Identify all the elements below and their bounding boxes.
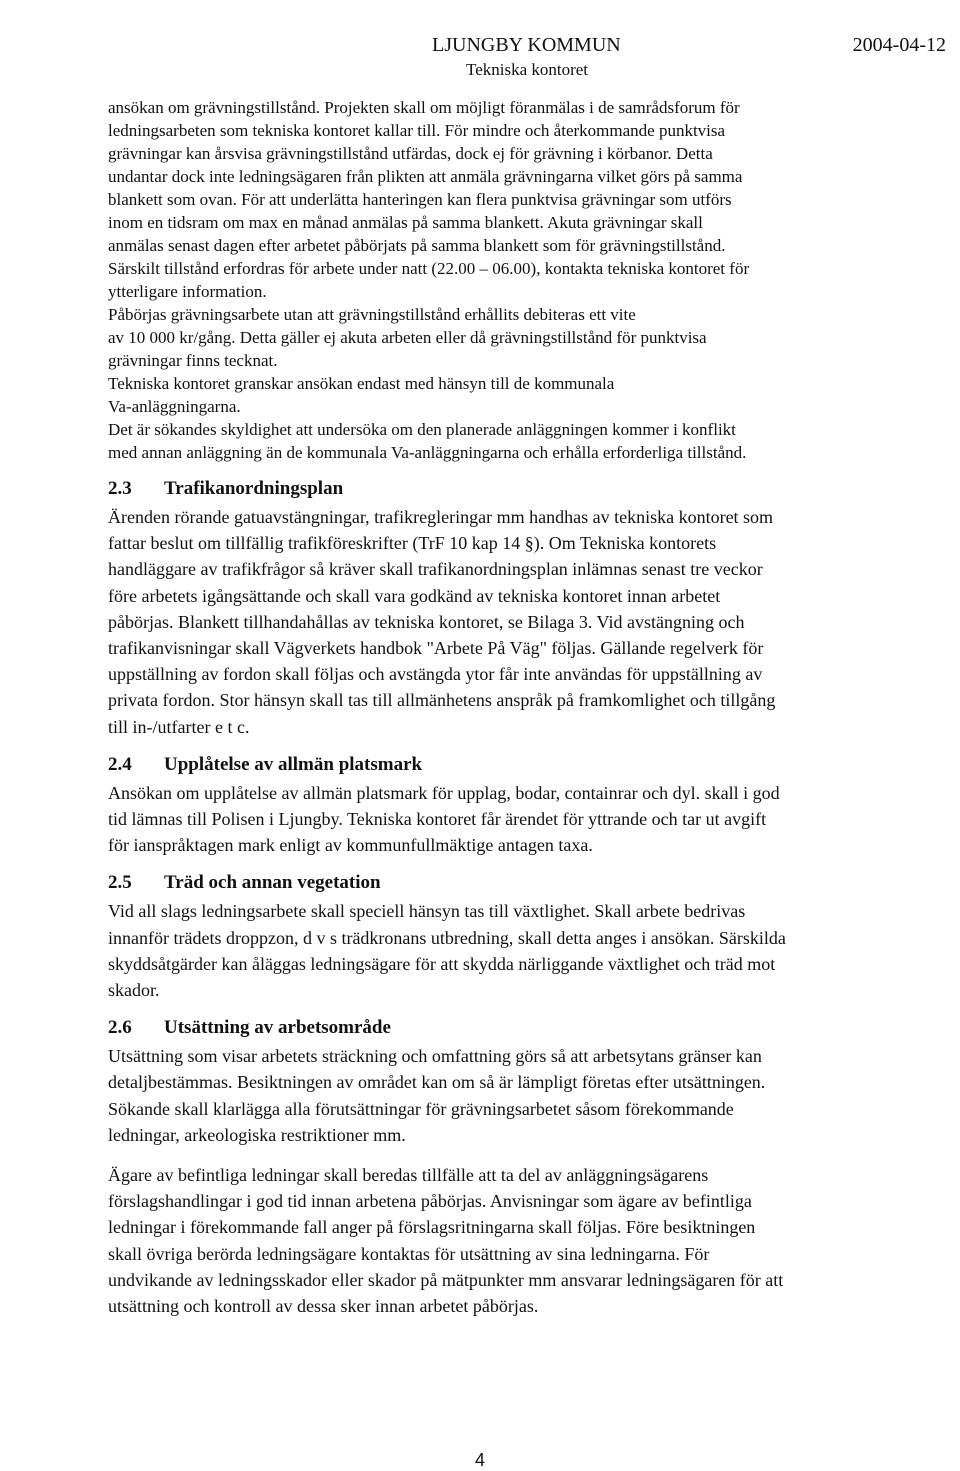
text-line: Påbörjas grävningsarbete utan att grävningstillstånd erhållits debiteras ett vite <box>108 305 636 324</box>
text-line: Sökande skall klarlägga alla förutsättningar för grävningsarbetet såsom förekommande <box>108 1098 734 1119</box>
section-2-4 <box>108 754 956 859</box>
text-line: privata fordon. Stor hänsyn skall tas till allmänhetens anspråk på framkomlighet och tillgång <box>108 690 776 711</box>
section-2-3 <box>108 478 956 740</box>
text-line: uppställning av fordon skall följas och avstängda ytor får inte användas för uppställning av <box>108 664 763 685</box>
text-line: före arbetets igångsättande och skall vara godkänd av tekniska kontoret innan arbetet <box>108 585 721 606</box>
text-line: med annan anläggning än de kommunala Va-anläggningarna och erhålla erforderliga tillstånd. <box>108 443 747 462</box>
text-line: Utsättning som visar arbetets sträckning och omfattning görs så att arbetsytans gränser kan <box>108 1046 762 1067</box>
document-date: 2004-04-12 <box>852 34 946 56</box>
page-number: 4 <box>474 1450 485 1470</box>
text-line: utsättning och kontroll av dessa sker innan arbetet påbörjas. <box>108 1296 539 1317</box>
text-line: grävningar kan årsvisa grävningstillstånd utfärdas, dock ej för grävning i körbanor. Detta <box>108 144 713 163</box>
text-line: ledningar i förekommande fall anger på förslagsritningarna skall följas. Före besiktningen <box>108 1217 756 1238</box>
text-line: Va-anläggningarna. <box>108 397 241 416</box>
text-line: ledningsarbeten som tekniska kontoret kallar till. För mindre och återkommande punktvisa <box>108 121 726 140</box>
text-line: för ianspråktagen mark enligt av kommunfullmäktige antagen taxa. <box>108 835 593 856</box>
section-heading <box>108 1017 956 1039</box>
text-line: påbörjas. Blankett tillhandahållas av tekniska kontoret, se Bilaga 3. Vid avstängning och <box>108 611 745 632</box>
section-heading <box>108 754 956 776</box>
document-body <box>108 96 956 1319</box>
text-line: Ansökan om upplåtelse av allmän platsmark för upplag, bodar, containrar och dyl. skall i god <box>108 782 780 803</box>
page-header <box>0 34 960 84</box>
text-line: handläggare av trafikfrågor så kräver skall trafikanordningsplan inlämnas senast tre veckor <box>108 559 763 580</box>
section-paragraph <box>108 780 956 859</box>
text-line: Ägare av befintliga ledningar skall beredas tillfälle att ta del av anläggningsägarens <box>108 1165 709 1186</box>
text-line: Tekniska kontoret granskar ansökan endast med hänsyn till de kommunala <box>108 374 615 393</box>
text-line: grävningar finns tecknat. <box>108 351 278 370</box>
section-heading <box>108 478 956 500</box>
text-line: inom en tidsram om max en månad anmälas på samma blankett. Akuta grävningar skall <box>108 213 703 232</box>
intro-paragraph <box>108 96 956 464</box>
text-line: Ärenden rörande gatuavstängningar, trafikregleringar mm handhas av tekniska kontoret som <box>108 507 774 527</box>
text-line: blankett som ovan. För att underlätta hanteringen kan flera punktvisa grävningar som utförs <box>108 190 732 209</box>
department-name: Tekniska kontoret <box>466 60 589 79</box>
text-line: förslagshandlingar i god tid innan arbetena påbörjas. Anvisningar som ägare av befintliga <box>108 1191 752 1212</box>
section-number: 2.4 <box>108 753 132 775</box>
text-line: trafikanvisningar skall Vägverkets handbok "Arbete På Väg" följas. Gällande regelverk för <box>108 638 764 659</box>
section-2-5 <box>108 872 956 1003</box>
section-title: Upplåtelse av allmän platsmark <box>164 753 423 775</box>
text-line: skall övriga berörda ledningsägare kontaktas för utsättning av sina ledningarna. För <box>108 1243 710 1264</box>
text-line: detaljbestämmas. Besiktningen av området kan om så är lämpligt företas efter utsättningen. <box>108 1072 766 1093</box>
text-line: Särskilt tillstånd erfordras för arbete under natt (22.00 – 06.00), kontakta tekniska kontoret för <box>108 259 750 278</box>
section-paragraph-2 <box>108 1162 956 1319</box>
section-paragraph <box>108 504 956 740</box>
text-line: ytterligare information. <box>108 282 267 301</box>
section-number: 2.3 <box>108 478 132 499</box>
section-number: 2.6 <box>108 1017 132 1039</box>
text-line: Det är sökandes skyldighet att undersöka om den planerade anläggningen kommer i konflikt <box>108 420 736 439</box>
text-line: undantar dock inte ledningsägaren från plikten att anmäla grävningarna vilket görs på samma <box>108 167 743 186</box>
section-title: Träd och annan vegetation <box>164 872 381 894</box>
section-heading <box>108 872 956 894</box>
section-paragraph <box>108 898 956 1003</box>
text-line: tid lämnas till Polisen i Ljungby. Tekniska kontoret får ärendet för yttrande och tar ut avgift <box>108 809 767 830</box>
section-title: Utsättning av arbetsområde <box>164 1017 391 1039</box>
text-line: till in-/utfarter e t c. <box>108 716 250 737</box>
text-line: Vid all slags ledningsarbete skall speciell hänsyn tas till växtlighet. Skall arbete bedrivas <box>108 901 746 922</box>
text-line: innanför trädets droppzon, d v s trädkronans utbredning, skall detta anges i ansökan. Särskilda <box>108 927 786 948</box>
section-number: 2.5 <box>108 872 132 894</box>
organization-name: LJUNGBY KOMMUN <box>432 34 621 56</box>
section-paragraph <box>108 1043 956 1148</box>
text-line: fattar beslut om tillfällig trafikföreskrifter (TrF 10 kap 14 §). Om Tekniska kontorets <box>108 533 717 554</box>
section-2-6 <box>108 1017 956 1319</box>
text-line: ledningar, arkeologiska restriktioner mm. <box>108 1124 406 1145</box>
text-line: skador. <box>108 980 160 1001</box>
text-line: av 10 000 kr/gång. Detta gäller ej akuta arbeten eller då grävningstillstånd för punktvisa <box>108 328 707 347</box>
text-line: ansökan om grävningstillstånd. Projekten skall om möjligt föranmälas i de samrådsforum för <box>108 98 740 117</box>
section-title: Trafikanordningsplan <box>164 478 344 499</box>
text-line: undvikande av ledningsskador eller skador på mätpunkter mm ansvarar ledningsägaren för att <box>108 1269 784 1290</box>
text-line: skyddsåtgärder kan åläggas ledningsägare för att skydda närliggande växtlighet och träd mot <box>108 953 776 974</box>
text-line: anmälas senast dagen efter arbetet påbörjats på samma blankett som för grävningstillstånd. <box>108 236 726 255</box>
paragraph-spacer <box>108 1148 956 1162</box>
